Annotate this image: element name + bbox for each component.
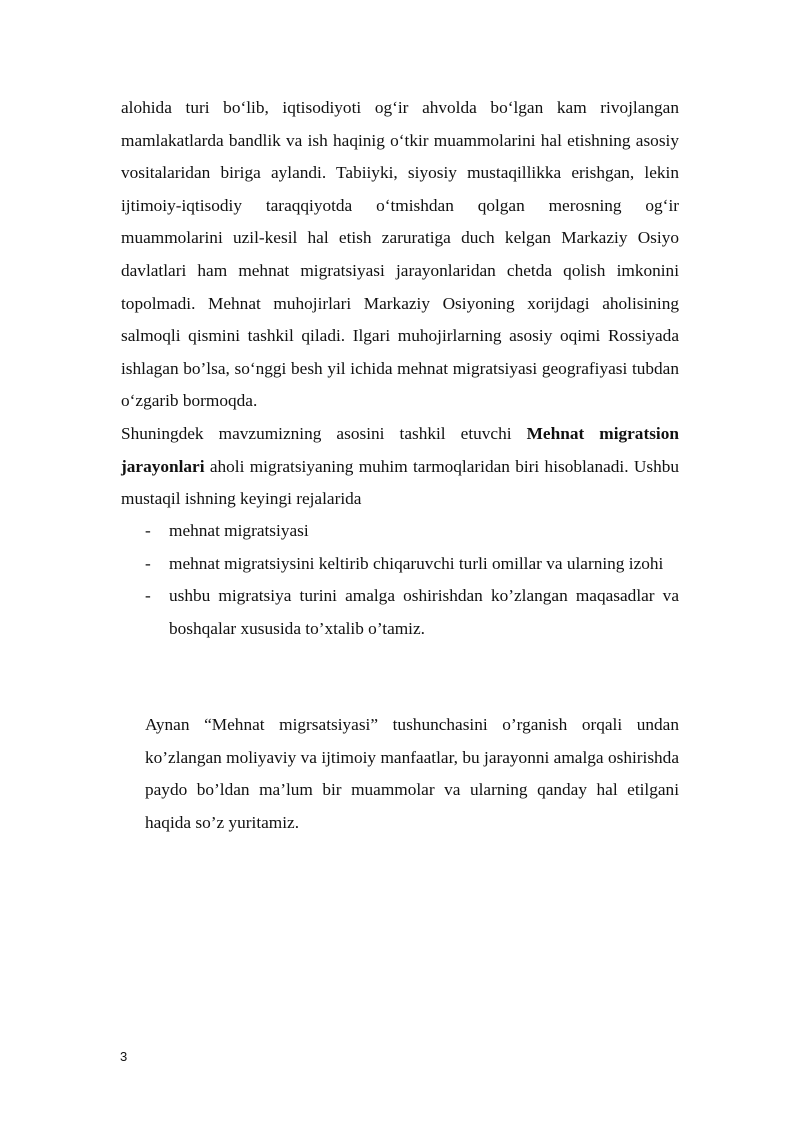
list-item-text: mehnat migratsiyasi [169,521,309,540]
page-number: 3 [120,1049,128,1064]
paragraph-topic-end: aholi migratsiyaning muhim tarmoqlaridan biri hisoblanadi. Ushbu mustaqil ishning keyingi rejalarida [121,456,679,509]
paragraph-topic [121,418,679,516]
paragraph-conclusion: Aynan “Mehnat migrsatsiyasi” tushunchasini o’rganish orqali undan ko’zlangan moliyaviy va ijtimoiy manfaatlar, bu jarayonni amalga oshirishda paydo bo’ldan ma’lum bir muammolar va ularning qanday hal etilgani haqida so’z yuritamiz. [145,715,679,832]
list-item [121,548,679,581]
paragraph-topic-bold: Mehnat migratsion jarayonlari [121,424,679,476]
paragraph-intro: alohida turi bo‘lib, iqtisodiyoti og‘ir ahvolda bo‘lgan kam rivojlangan mamlakatlarda bandlik va ish haqinig o‘tkir muammolarini hal etishning asosiy vositalaridan biriga aylandi. Tabiiyki, siyosiy mustaqillikka erishgan, lekin ijtimoiy-iqtisodiy taraqqiyotda o‘tmishdan qolgan merosning og‘ir muammolarini uzil-kesil hal etish zaruratiga duch kelgan Markaziy Osiyo davlatlari ham mehnat migratsiyasi jarayonlaridan chetda qolish imkonini topolmadi. Mehnat muhojirlari Markaziy Osiyoning xorijdagi aholisining salmoqli qismini tashkil qiladi. Ilgari muhojirlarning asosiy oqimi Rossiyada ishlagan bo’lsa, so‘nggi besh yil ichida mehnat migratsiyasi geografiyasi tubdan o‘zgarib bormoqda. [121,98,679,411]
list-dash: - [145,586,151,606]
list-item-text: mehnat migratsiysini keltirib chiqaruvchi turli omillar va ularning izohi [169,553,664,573]
paragraph-topic-start: Shuningdek mavzumizning asosini tashkil etuvchi [121,424,527,443]
list-item-text: ushbu migratsiya turini amalga oshirishdan ko’zlangan maqasadlar va boshqalar xususida to’xtalib o’tamiz. [169,586,679,638]
list-dash: - [145,521,151,540]
plan-list [121,515,679,645]
list-item [121,580,679,645]
list-dash: - [145,553,151,573]
list-item [121,515,679,548]
